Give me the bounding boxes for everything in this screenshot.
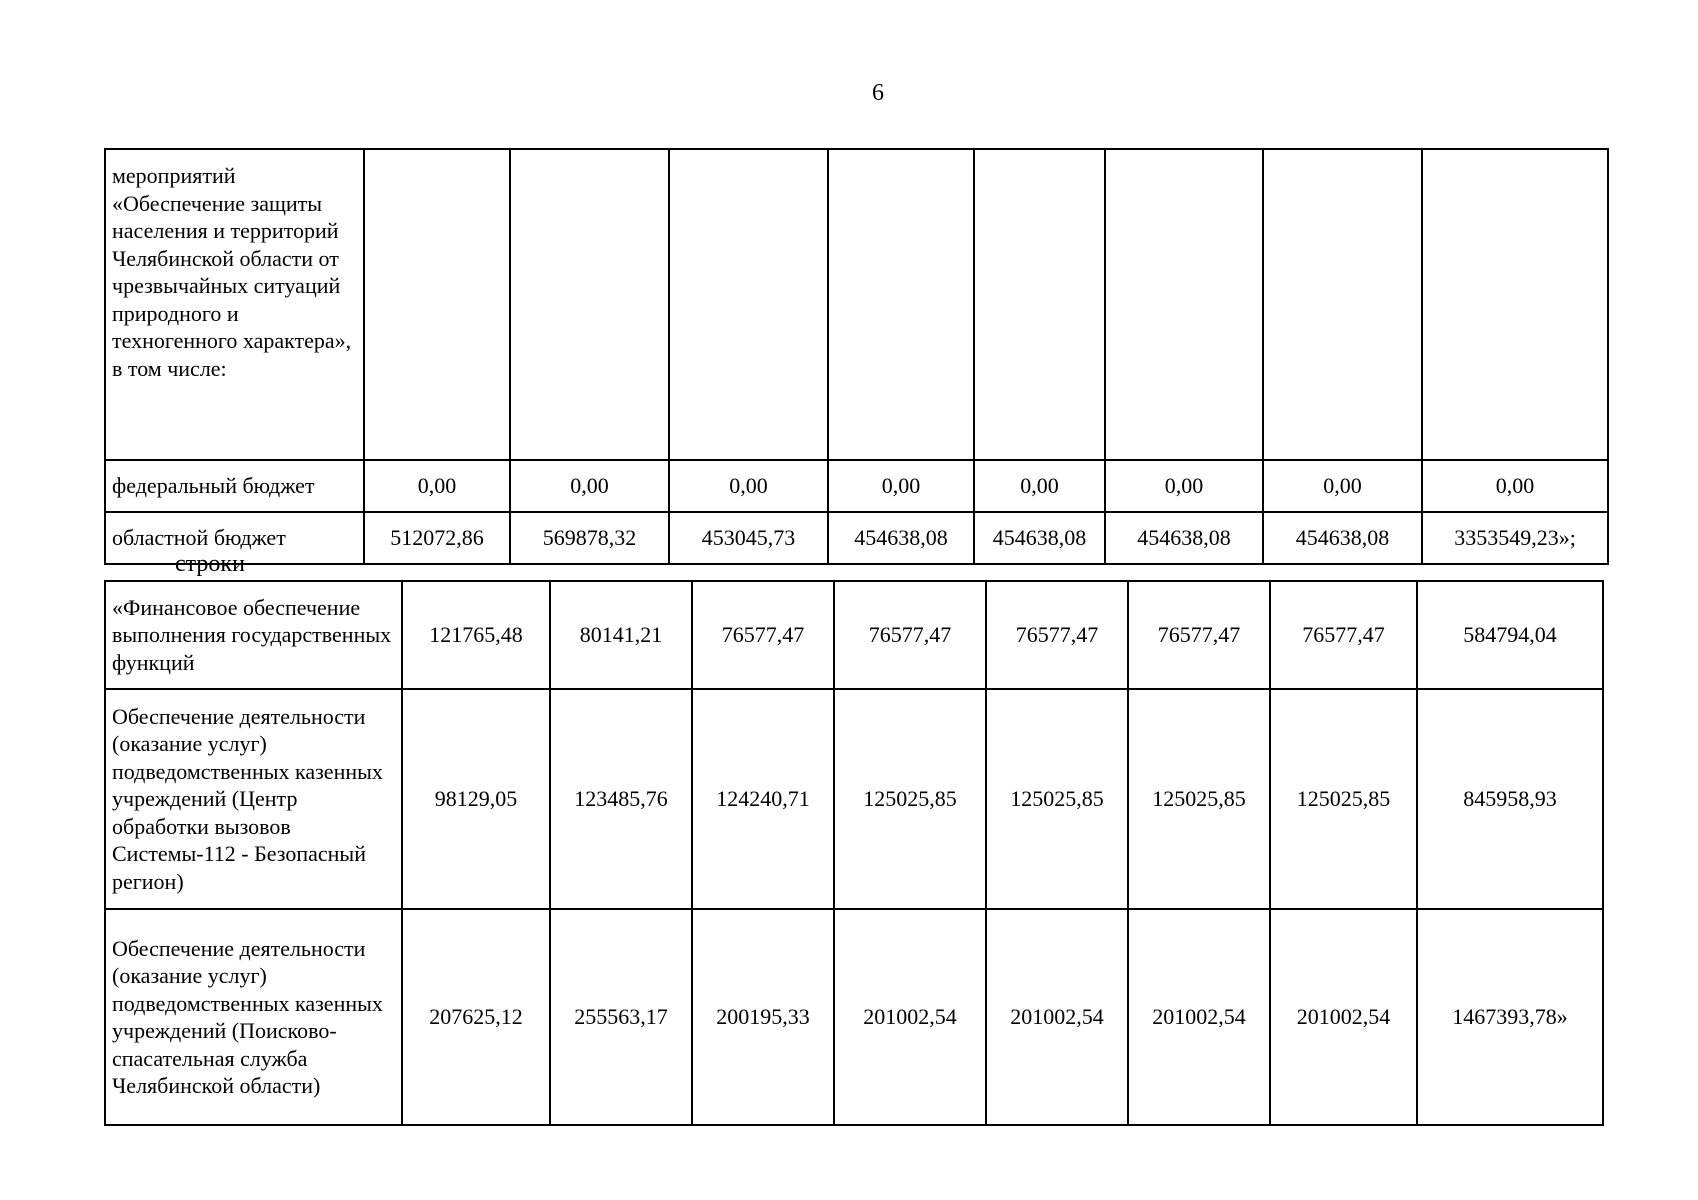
table-cell: 0,00 [1422, 460, 1608, 512]
budget-table-bottom [104, 580, 1604, 1126]
table-cell: 76577,47 [986, 581, 1128, 689]
row-label: мероприятий «Обеспечение защиты населения и территорий Челябинской области от чрезвычайных ситуаций природного и техногенного характера», в том числе: [105, 149, 364, 460]
row-label: федеральный бюджет [105, 460, 364, 512]
table-cell: 76577,47 [834, 581, 986, 689]
table-cell: 454638,08 [828, 512, 974, 564]
table-row [105, 689, 1603, 909]
table-cell: 200195,33 [692, 909, 834, 1125]
table-cell: 1467393,78» [1417, 909, 1603, 1125]
table-cell: 569878,32 [510, 512, 669, 564]
table-cell: 98129,05 [402, 689, 550, 909]
table-cell: 125025,85 [834, 689, 986, 909]
table-cell [974, 149, 1105, 460]
table-cell: 201002,54 [1128, 909, 1270, 1125]
table-cell: 255563,17 [550, 909, 692, 1125]
budget-table-top [104, 148, 1609, 565]
table-cell: 584794,04 [1417, 581, 1603, 689]
table-cell: 454638,08 [1105, 512, 1263, 564]
table-cell: 454638,08 [1263, 512, 1422, 564]
table-cell: 201002,54 [834, 909, 986, 1125]
table-row [105, 149, 1608, 460]
table-cell: 0,00 [828, 460, 974, 512]
caption-rows: строки [175, 551, 245, 577]
row-label: Обеспечение деятельности (оказание услуг) подведомственных казенных учреждений (Центр обработки вызовов Системы-112 - Безопасный регион) [105, 689, 402, 909]
table-cell: 201002,54 [986, 909, 1128, 1125]
table-cell [510, 149, 669, 460]
table-cell: 80141,21 [550, 581, 692, 689]
table-cell: 453045,73 [669, 512, 828, 564]
table-cell [669, 149, 828, 460]
row-label: Обеспечение деятельности (оказание услуг) подведомственных казенных учреждений (Поисково-спасательная служба Челябинской области) [105, 909, 402, 1125]
table-cell [1105, 149, 1263, 460]
table-cell [828, 149, 974, 460]
table-cell: 125025,85 [1270, 689, 1417, 909]
table-cell: 76577,47 [1128, 581, 1270, 689]
table-cell: 125025,85 [986, 689, 1128, 909]
table-cell: 0,00 [1263, 460, 1422, 512]
table-row [105, 460, 1608, 512]
table-row [105, 909, 1603, 1125]
table-cell: 0,00 [510, 460, 669, 512]
table-cell: 845958,93 [1417, 689, 1603, 909]
table-cell: 207625,12 [402, 909, 550, 1125]
table-cell: 121765,48 [402, 581, 550, 689]
table-cell: 76577,47 [1270, 581, 1417, 689]
table-cell: 454638,08 [974, 512, 1105, 564]
table-cell [1422, 149, 1608, 460]
table-row [105, 581, 1603, 689]
table-cell [364, 149, 510, 460]
table-cell: 3353549,23»; [1422, 512, 1608, 564]
table-cell: 201002,54 [1270, 909, 1417, 1125]
table-cell: 0,00 [669, 460, 828, 512]
page-number: 6 [872, 80, 884, 106]
table-cell: 0,00 [364, 460, 510, 512]
table-row [105, 512, 1608, 564]
table-cell: 0,00 [974, 460, 1105, 512]
table-cell [1263, 149, 1422, 460]
table-cell: 125025,85 [1128, 689, 1270, 909]
row-label: областной бюджет [105, 512, 364, 564]
row-label: «Финансовое обеспечение выполнения государственных функций [105, 581, 402, 689]
table-cell: 76577,47 [692, 581, 834, 689]
table-cell: 512072,86 [364, 512, 510, 564]
table-cell: 124240,71 [692, 689, 834, 909]
table-cell: 123485,76 [550, 689, 692, 909]
table-cell: 0,00 [1105, 460, 1263, 512]
